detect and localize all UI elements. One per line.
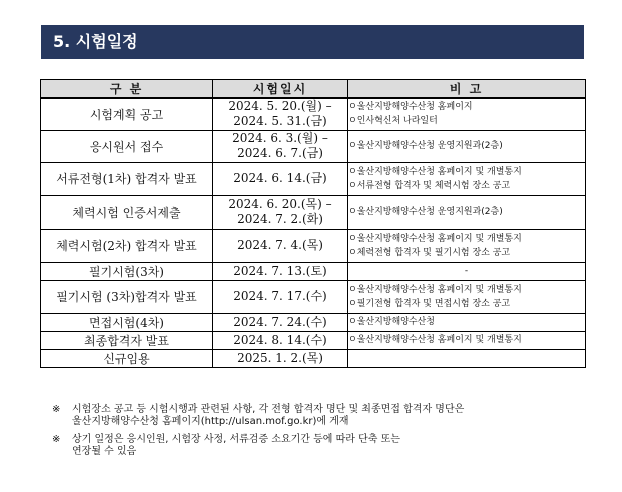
table-row bbox=[41, 331, 586, 349]
row-date: 2024. 7. 17.(수) bbox=[213, 280, 348, 313]
row-date: 2024. 5. 20.(월) – 2024. 5. 31.(금) bbox=[213, 98, 348, 130]
row-note: ㅇ울산지방해양수산청 운영지원과(2층) bbox=[348, 195, 586, 229]
row-date: 2024. 8. 14.(수) bbox=[213, 331, 348, 349]
row-date: 2025. 1. 2.(목) bbox=[213, 349, 348, 367]
row-note: ㅇ울산지방해양수산청 운영지원과(2층) bbox=[348, 130, 586, 162]
section-title: 5. 시험일정 bbox=[41, 25, 584, 59]
table-row bbox=[41, 262, 586, 280]
row-date: 2024. 7. 24.(수) bbox=[213, 313, 348, 331]
table-row bbox=[41, 130, 586, 162]
row-category: 면접시험(4차) bbox=[41, 313, 213, 331]
table-row bbox=[41, 280, 586, 313]
top-cropped-text bbox=[0, 0, 622, 10]
row-date: 2024. 6. 3.(월) – 2024. 6. 7.(금) bbox=[213, 130, 348, 162]
header-date: 시험일시 bbox=[213, 80, 348, 99]
table-row bbox=[41, 98, 586, 130]
footnote-line: 상기 일정은 응시인원, 시험장 사정, 서류검증 소요기간 등에 따라 단축 또는 bbox=[72, 434, 400, 445]
table-row bbox=[41, 313, 586, 331]
reference-mark: ※ bbox=[52, 404, 61, 415]
table-header-row bbox=[41, 80, 586, 99]
schedule-table bbox=[40, 79, 586, 368]
footnote bbox=[52, 404, 592, 428]
row-date: 2024. 7. 13.(토) bbox=[213, 262, 348, 280]
footnote bbox=[52, 434, 592, 458]
table-row bbox=[41, 229, 586, 262]
row-note: ㅇ울산지방해양수산청 홈페이지 및 개별통지 ㅇ서류전형 합격자 및 체력시험 장소 공고 bbox=[348, 162, 586, 195]
row-category: 응시원서 접수 bbox=[41, 130, 213, 162]
row-note: - bbox=[348, 262, 586, 280]
row-category: 시험계획 공고 bbox=[41, 98, 213, 130]
row-category: 체력시험(2차) 합격자 발표 bbox=[41, 229, 213, 262]
footnote-line: 연장될 수 있음 bbox=[72, 446, 137, 457]
row-note: ㅇ울산지방해양수산청 홈페이지 및 개별통지 bbox=[348, 331, 586, 349]
row-note: ㅇ울산지방해양수산청 홈페이지 및 개별통지 ㅇ체력전형 합격자 및 필기시험 장소 공고 bbox=[348, 229, 586, 262]
row-category: 서류전형(1차) 합격자 발표 bbox=[41, 162, 213, 195]
footnote-line: 시험장소 공고 등 시험시행과 관련된 사항, 각 전형 합격자 명단 및 최종면접 합격자 명단은 bbox=[72, 404, 465, 415]
row-date: 2024. 6. 20.(목) – 2024. 7. 2.(화) bbox=[213, 195, 348, 229]
table-row bbox=[41, 195, 586, 229]
reference-mark: ※ bbox=[52, 434, 61, 445]
footnote-line: 울산지방해양수산청 홈페이지(http://ulsan.mof.go.kr)에 게재 bbox=[72, 416, 349, 427]
row-date: 2024. 6. 14.(금) bbox=[213, 162, 348, 195]
row-date: 2024. 7. 4.(목) bbox=[213, 229, 348, 262]
row-note: ㅇ울산지방해양수산청 bbox=[348, 313, 586, 331]
row-category: 필기시험(3차) bbox=[41, 262, 213, 280]
footnotes bbox=[52, 404, 592, 464]
table-row bbox=[41, 162, 586, 195]
table-row bbox=[41, 349, 586, 367]
row-note: ㅇ울산지방해양수산청 홈페이지 ㅇ인사혁신처 나라일터 bbox=[348, 98, 586, 130]
row-category: 신규임용 bbox=[41, 349, 213, 367]
row-note: ㅇ울산지방해양수산청 홈페이지 및 개별통지 ㅇ필기전형 합격자 및 면접시험 장소 공고 bbox=[348, 280, 586, 313]
header-category: 구 분 bbox=[41, 80, 213, 99]
row-note bbox=[348, 349, 586, 367]
header-note: 비 고 bbox=[348, 80, 586, 99]
row-category: 최종합격자 발표 bbox=[41, 331, 213, 349]
row-category: 필기시험 (3차)합격자 발표 bbox=[41, 280, 213, 313]
row-category: 체력시험 인증서제출 bbox=[41, 195, 213, 229]
